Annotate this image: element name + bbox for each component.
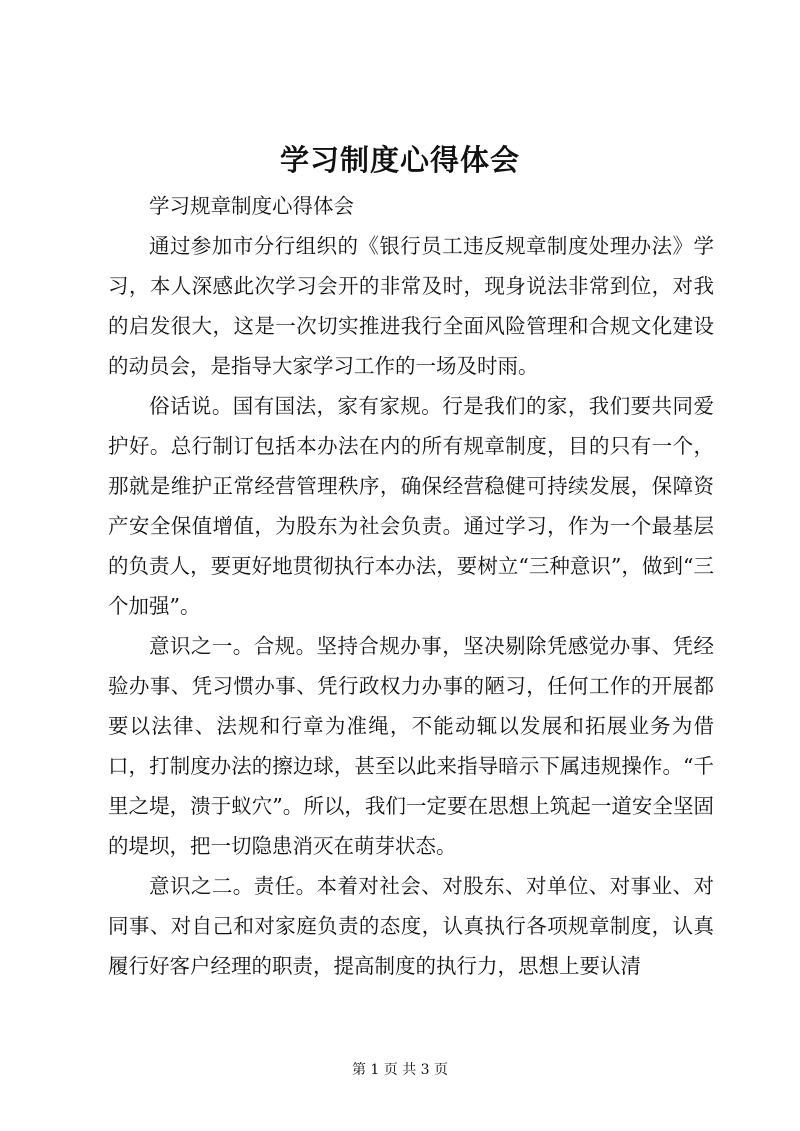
- paragraph-2: 俗话说。国有国法，家有家规。行是我们的家，我们要共同爱护好。总行制订包括本办法在内的所有规章制度，目的只有一个，那就是维护正常经营管理秩序，确保经营稳健可持续发展，保障资产安全保值增值，为股东为社会负责。通过学习，作为一个最基层的负责人，要更好地贯彻执行本办法，要树立“三种意识”，做到“三个加强”。: [108, 394, 714, 618]
- paragraph-1: 通过参加市分行组织的《银行员工违反规章制度处理办法》学习，本人深感此次学习会开的非常及时，现身说法非常到位，对我的启发很大，这是一次切实推进我行全面风险管理和合规文化建设的动员会，是指导大家学习工作的一场及时雨。: [108, 234, 714, 378]
- document-title: 学习制度心得体会: [279, 143, 520, 177]
- page-footer: 第 1 页 共 3 页: [351, 1062, 449, 1078]
- paragraph-subtitle: 学习规章制度心得体会: [149, 194, 354, 218]
- paragraph-3: 意识之一。合规。坚持合规办事，坚决剔除凭感觉办事、凭经验办事、凭习惯办事、凭行政权力办事的陋习，任何工作的开展都要以法律、法规和行章为准绳，不能动辄以发展和拓展业务为借口，打制度办法的擦边球，甚至以此来指导暗示下属违规操作。“千里之堤，溃于蚁穴”。所以，我们一定要在思想上筑起一道安全坚固的堤坝，把一切隐患消灭在萌芽状态。: [108, 634, 714, 858]
- paragraph-4: 意识之二。责任。本着对社会、对股东、对单位、对事业、对同事、对自己和对家庭负责的态度，认真执行各项规章制度，认真履行好客户经理的职责，提高制度的执行力，思想上要认清: [108, 874, 714, 978]
- document-body: [108, 186, 714, 986]
